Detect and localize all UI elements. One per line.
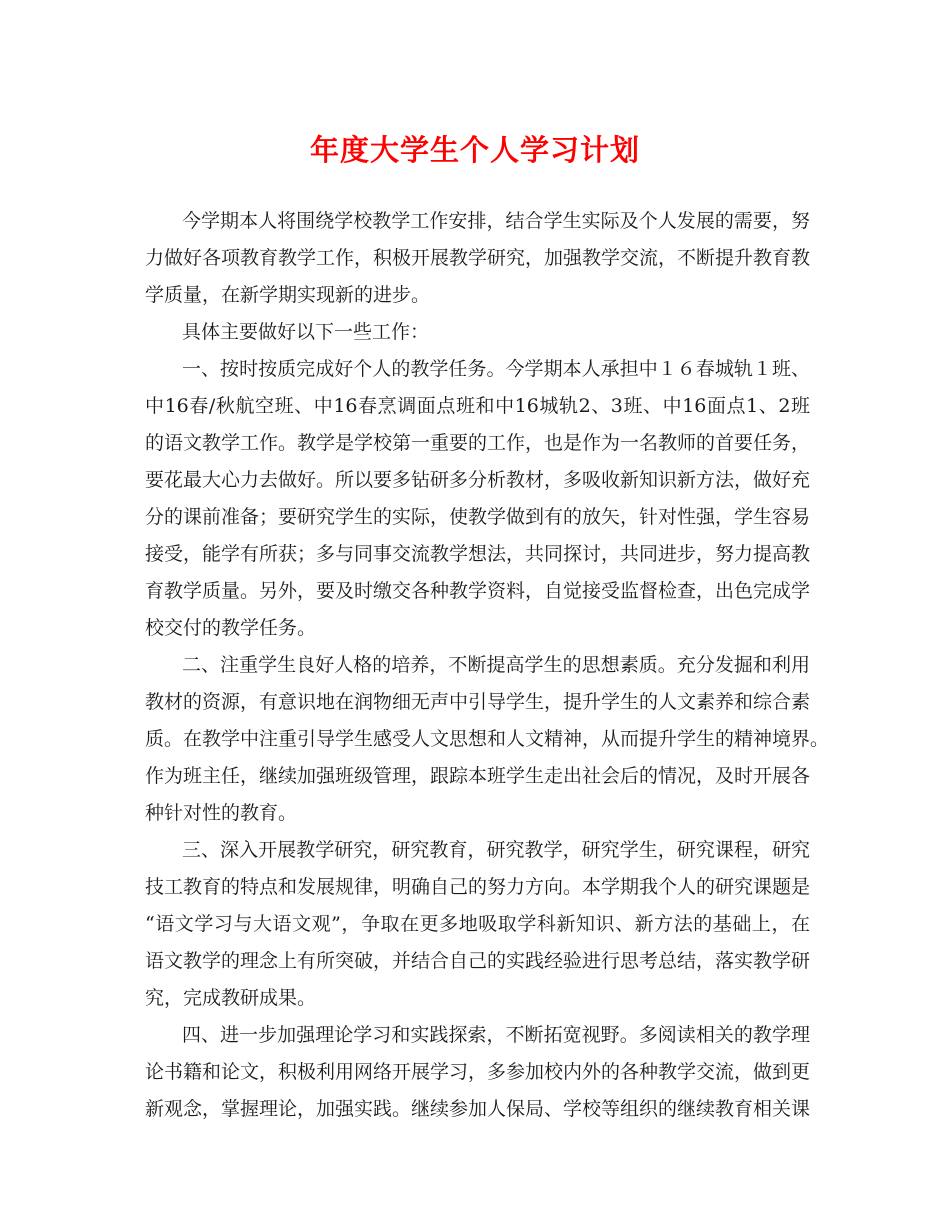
body-line: 语文教学的理念上有所突破，并结合自己的实践经验进行思考总结，落实教学研 bbox=[145, 950, 811, 972]
body-line: 论书籍和论文，积极利用网络开展学习，多参加校内外的各种教学交流，做到更 bbox=[145, 1061, 811, 1083]
body-line: “语文学习与大语文观”，争取在更多地吸取学科新知识、新方法的基础上，在 bbox=[145, 913, 810, 935]
body-line: 究，完成教研成果。 bbox=[145, 987, 317, 1009]
body-line: 力做好各项教育教学工作，积极开展教学研究，加强教学交流，不断提升教育教 bbox=[145, 247, 811, 269]
body-line: 育教学质量。另外，要及时缴交各种教学资料，自觉接受监督检查，出色完成学 bbox=[145, 580, 811, 602]
body-line: 今学期本人将围绕学校教学工作安排，结合学生实际及个人发展的需要，努 bbox=[182, 210, 810, 232]
body-line: 要花最大心力去做好。所以要多钻研多分析教材，多吸收新知识新方法，做好充 bbox=[145, 469, 811, 491]
body-line: 接受，能学有所获；多与同事交流教学想法，共同探讨，共同进步，努力提高教 bbox=[145, 543, 811, 565]
body-line: 质。在教学中注重引导学生感受人文思想和人文精神，从而提升学生的精神境界。 bbox=[145, 728, 830, 750]
body-line: 新观念，掌握理论，加强实践。继续参加人保局、学校等组织的继续教育相关课 bbox=[145, 1098, 811, 1120]
body-line: 四、进一步加强理论学习和实践探索，不断拓宽视野。多阅读相关的教学理 bbox=[182, 1024, 810, 1046]
body-line: 种针对性的教育。 bbox=[145, 802, 298, 824]
body-line: 二、注重学生良好人格的培养，不断提高学生的思想素质。充分发掘和利用 bbox=[182, 654, 810, 676]
body-line: 分的课前准备；要研究学生的实际，使教学做到有的放矢，针对性强，学生容易 bbox=[145, 506, 811, 528]
body-line: 的语文教学工作。教学是学校第一重要的工作，也是作为一名教师的首要任务， bbox=[145, 432, 811, 454]
body-line: 中16春/秋航空班、中16春烹调面点班和中16城轨2、3班、中16面点1、2班 bbox=[145, 395, 810, 417]
body-line: 作为班主任，继续加强班级管理，跟踪本班学生走出社会后的情况，及时开展各 bbox=[145, 765, 811, 787]
body-line: 技工教育的特点和发展规律，明确自己的努力方向。本学期我个人的研究课题是 bbox=[145, 876, 811, 898]
body-line: 教材的资源，有意识地在润物细无声中引导学生，提升学生的人文素养和综合素 bbox=[145, 691, 811, 713]
body-line: 学质量，在新学期实现新的进步。 bbox=[145, 284, 431, 306]
body-line: 具体主要做好以下一些工作： bbox=[182, 321, 430, 343]
body-line: 校交付的教学任务。 bbox=[145, 617, 317, 639]
body-line: 一、按时按质完成好个人的教学任务。今学期本人承担中１６春城轨１班、 bbox=[182, 358, 810, 380]
document-title: 年度大学生个人学习计划 bbox=[309, 133, 640, 167]
body-line: 三、深入开展教学研究，研究教育，研究教学，研究学生，研究课程，研究 bbox=[182, 839, 810, 861]
